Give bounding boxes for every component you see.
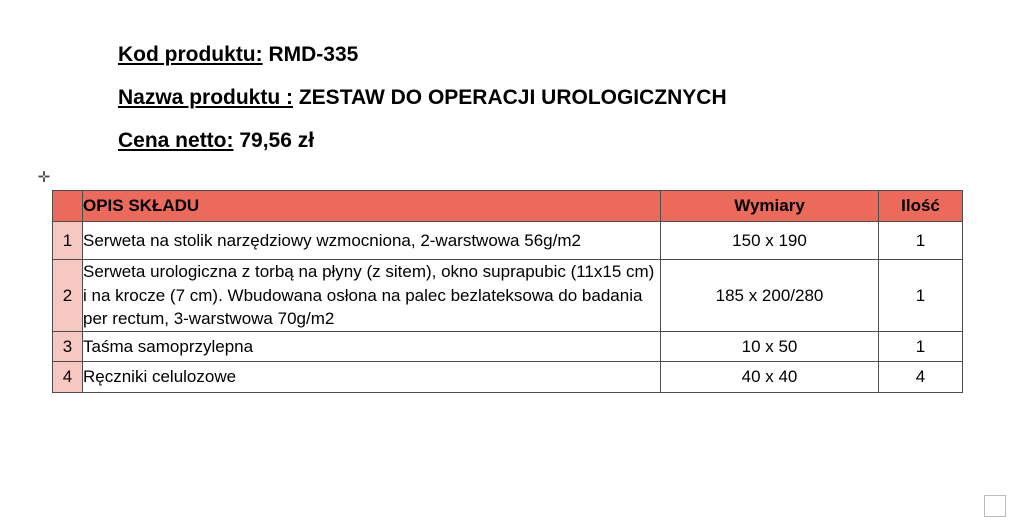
table-move-handle-icon[interactable]: ✛: [37, 169, 51, 186]
row-dimensions: 185 x 200/280: [661, 260, 879, 331]
row-dimensions: 40 x 40: [661, 362, 879, 392]
column-header-quantity: Ilość: [879, 191, 963, 222]
product-name-label: Nazwa produktu :: [118, 86, 294, 109]
product-code-value: RMD-335: [262, 43, 359, 66]
row-quantity: 1: [879, 222, 963, 260]
row-quantity: 4: [879, 362, 963, 392]
product-code-line: [118, 44, 978, 65]
product-name-line: [118, 87, 978, 108]
row-dimensions: 150 x 190: [661, 222, 879, 260]
row-quantity: 1: [879, 331, 963, 361]
spec-table: [52, 190, 963, 393]
product-header: [118, 44, 978, 173]
spec-table-body: [53, 222, 963, 393]
table-header-row: [53, 191, 963, 222]
column-header-dimensions: Wymiary: [661, 191, 879, 222]
row-quantity: 1: [879, 260, 963, 331]
row-index: 1: [53, 222, 83, 260]
product-code-label: Kod produktu:: [118, 43, 263, 66]
row-description: Taśma samoprzylepna: [83, 331, 661, 361]
row-description: Serweta na stolik narzędziowy wzmocniona, 2-warstwowa 56g/m2: [83, 222, 661, 260]
column-header-description: OPIS SKŁADU: [83, 191, 661, 222]
resize-handle[interactable]: [984, 495, 1006, 517]
net-price-value: 79,56 zł: [233, 129, 315, 152]
table-row: [53, 260, 963, 331]
row-index: 3: [53, 331, 83, 361]
spec-table-container: [52, 190, 962, 393]
row-index: 4: [53, 362, 83, 392]
table-row: [53, 222, 963, 260]
column-header-index: [53, 191, 83, 222]
table-row: [53, 362, 963, 392]
spec-table-head: [53, 191, 963, 222]
net-price-line: [118, 130, 978, 151]
row-description: Ręczniki celulozowe: [83, 362, 661, 392]
row-dimensions: 10 x 50: [661, 331, 879, 361]
net-price-label: Cena netto:: [118, 129, 234, 152]
table-row: [53, 331, 963, 361]
product-name-value: ZESTAW DO OPERACJI UROLOGICZNYCH: [293, 86, 727, 109]
row-description: Serweta urologiczna z torbą na płyny (z sitem), okno suprapubic (11x15 cm) i na krocze (7 cm). Wbudowana osłona na palec bezlateksowa do badania per rectum, 3-warstwowa 70g/m2: [83, 260, 661, 331]
row-index: 2: [53, 260, 83, 331]
